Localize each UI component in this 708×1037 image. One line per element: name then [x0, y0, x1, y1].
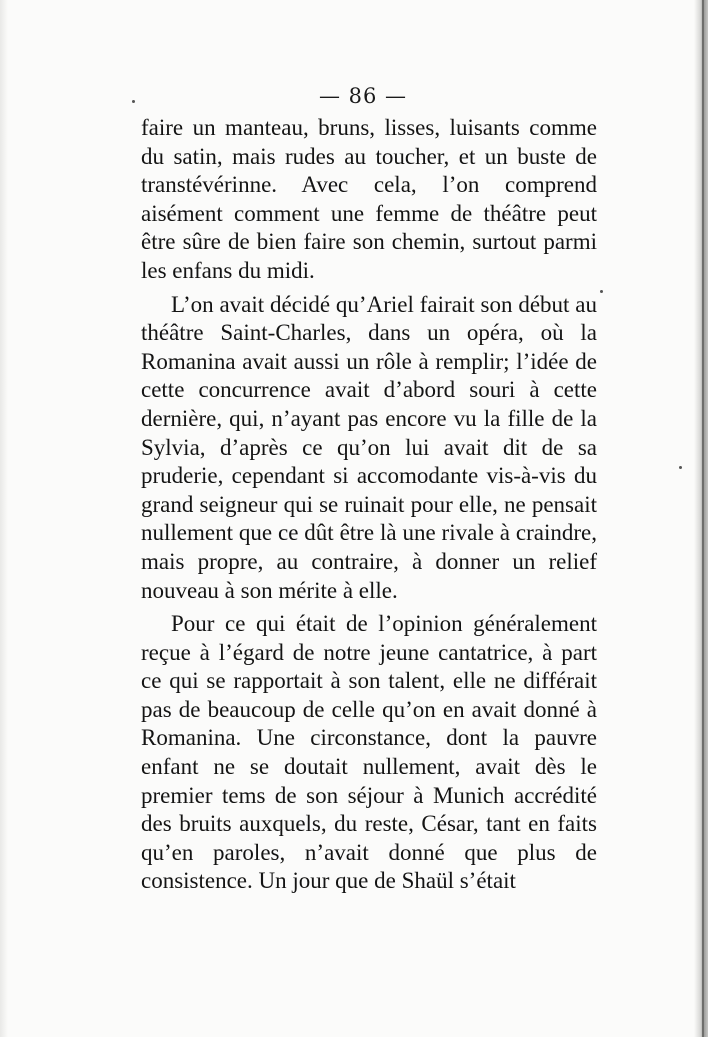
paragraph-2: L’on avait décidé qu’Ariel fairait son début au théâtre Saint-Charles, dans un opéra, où la Romanina avait aussi un rôle à remplir; l’idée de cette concurrence avait d’abord souri à cette dernière, qui, n’ayant pas encore vu la fille de la Sylvia, d’après ce qu’on lui avait dit de sa pruderie, cependant si accomodante vis-à-vis du grand seigneur qui se ruinait pour elle, ne pensait nullement que ce dût être là une rivale à craindre, mais propre, au contraire, à donner un relief nouveau à son mérite à elle.: [141, 291, 597, 603]
scan-right-edge-line: [702, 0, 704, 1037]
scan-speck: [132, 100, 135, 103]
scan-right-edge: [694, 0, 708, 1037]
paragraph-3: Pour ce qui était de l’opinion généralement reçue à l’égard de notre jeune cantatrice, à part ce qui se rapportait à son talent, elle ne différait pas de beaucoup de celle qu’on en avait donné à Romanina. Une circonstance, dont la pauvre enfant ne se doutait nullement, avait dès le premier tems de son séjour à Munich accrédité des bruits auxquels, du reste, César, tant en faits qu’en paroles, n’avait donné que plus de consistence. Un jour que de Shaül s’était: [141, 611, 597, 894]
page-number: — 86 —: [318, 84, 408, 108]
scan-left-edge: [0, 0, 8, 1037]
body-text: [141, 114, 597, 896]
scan-speck: [679, 466, 682, 469]
paragraph-1: faire un manteau, bruns, lisses, luisants comme du satin, mais rudes au toucher, et un buste de transtévérinne. Avec cela, l’on comprend aisément comment une femme de théâtre peut être sûre de bien faire son chemin, surtout parmi les enfans du midi.: [141, 115, 597, 283]
scan-speck: [600, 290, 603, 293]
